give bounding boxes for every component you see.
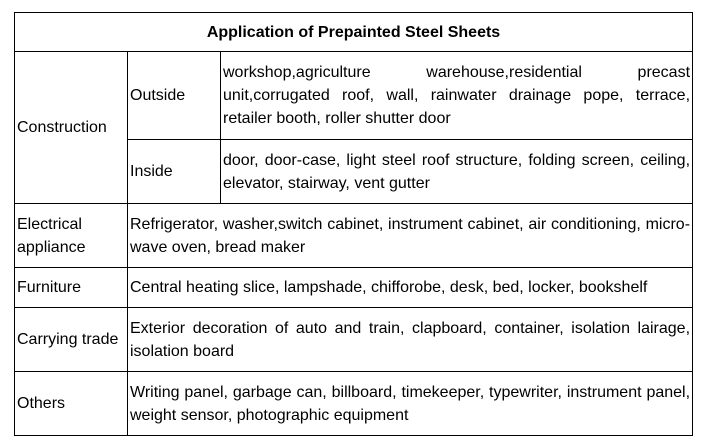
category-construction: Construction	[15, 52, 128, 204]
subcategory-inside: Inside	[128, 140, 221, 204]
category-others: Others	[15, 372, 128, 436]
table-row	[15, 308, 693, 372]
table-row	[15, 52, 693, 140]
electrical-uses: Refrigerator, washer,switch cabinet, instrument cabinet, air conditioning, micro-wave oven, bread maker	[128, 204, 693, 268]
title-row	[15, 13, 693, 52]
category-electrical: Electrical appliance	[15, 204, 128, 268]
furniture-uses: Central heating slice, lampshade, chifforobe, desk, bed, locker, bookshelf	[128, 268, 693, 308]
category-carrying-trade: Carrying trade	[15, 308, 128, 372]
table-row	[15, 204, 693, 268]
applications-table	[14, 12, 693, 436]
carrying-trade-uses: Exterior decoration of auto and train, clapboard, container, isolation lairage, isolation board	[128, 308, 693, 372]
outside-uses: workshop,agriculture warehouse,residential precast unit,corrugated roof, wall, rainwater drainage pope, terrace, retailer booth, roller shutter door	[221, 52, 693, 140]
table-row	[15, 372, 693, 436]
table-title: Application of Prepainted Steel Sheets	[15, 13, 693, 52]
subcategory-outside: Outside	[128, 52, 221, 140]
others-uses: Writing panel, garbage can, billboard, timekeeper, typewriter, instrument panel, weight sensor, photographic equipment	[128, 372, 693, 436]
table-row	[15, 268, 693, 308]
category-furniture: Furniture	[15, 268, 128, 308]
inside-uses: door, door-case, light steel roof structure, folding screen, ceiling, elevator, stairway, vent gutter	[221, 140, 693, 204]
